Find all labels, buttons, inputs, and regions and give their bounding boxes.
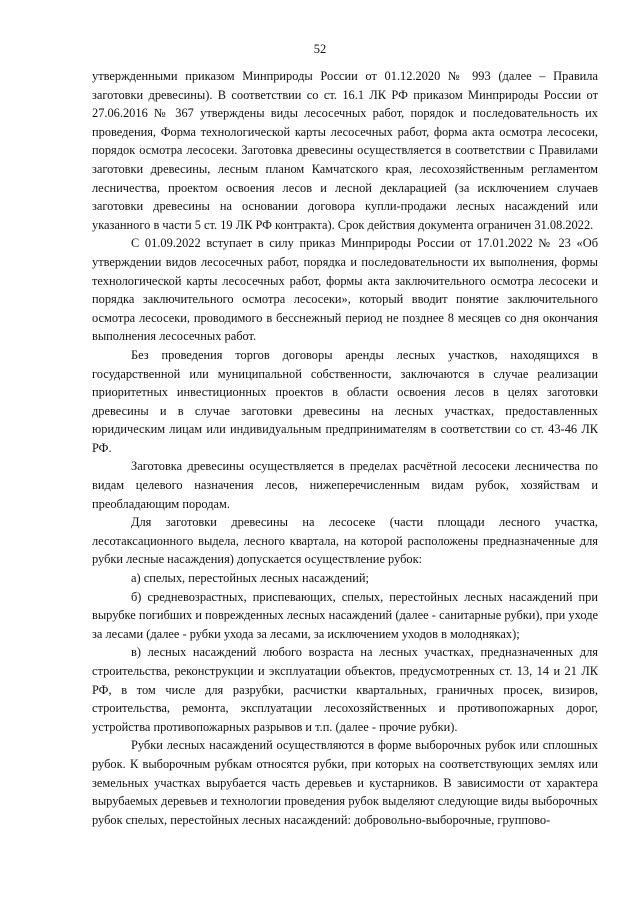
page-body [92, 67, 598, 829]
list-item-v: в) лесных насаждений любого возраста на лесных участках, предназначенных для строительства, реконструкции и эксплуатации объектов, предусмотренных ст. 13, 14 и 21 ЛК РФ, в том числе для разрубки, расчистки квартальных, граничных просек, визиров, строительства, ремонта, эксплуатации лесохозяйственных и противопожарных дорог, устройства противопожарных разрывов и т.п. (далее - прочие рубки). [92, 645, 598, 734]
paragraph-order-23: С 01.09.2022 вступает в силу приказ Минприроды России от 17.01.2022 № 23 «Об утверждении видов лесосечных работ, порядка и последовательности их выполнения, формы технологической карты лесосечных работ, формы акта заключительного осмотра лесосеки и порядка заключительного осмотра лесосеки», который вводит понятие заключительного осмотра лесосеки, проводимого в бесснежный период не позднее 8 месяцев со дня окончания выполнения лесосечных работ. [92, 236, 598, 344]
paragraph-allowed-fellings: Для заготовки древесины на лесосеке (части площади лесного участка, лесотаксационного выдела, лесного квартала, на которой расположены предназначенные для рубки лесные насаждения) допускается осуществление рубок: [92, 515, 598, 567]
paragraph-harvest-limits: Заготовка древесины осуществляется в пределах расчётной лесосеки лесничества по видам целевого назначения лесов, нижеперечисленным видам рубок, хозяйствам и преобладающим породам. [92, 459, 598, 511]
paragraph-lease-without-tender: Без проведения торгов договоры аренды лесных участков, находящихся в государственной или муниципальной собственности, заключаются в случае реализации приоритетных инвестиционных проектов в области освоения лесов в целях заготовки древесины и в случае заготовки древесины на лесных участках, предоставленных юридическим лицам или индивидуальным предпринимателям в соответствии со ст. 43-46 ЛК РФ. [92, 347, 598, 455]
page-number: 52 [313, 42, 327, 56]
paragraph-felling-forms: Рубки лесных насаждений осуществляются в форме выборочных рубок или сплошных рубок. К выборочным рубкам относятся рубки, при которых на соответствующих землях или земельных участках вырубается часть деревьев и кустарников. В зависимости от характера вырубаемых деревьев и технологии проведения рубок выделяют следующие виды выборочных рубок спелых, перестойных лесных насаждений: добровольно-выборочные, группово- [92, 738, 598, 827]
list-item-a: а) спелых, перестойных лесных насаждений; [131, 571, 369, 586]
list-item-b: б) средневозрастных, приспевающих, спелых, перестойных лесных насаждений при вырубке погибших и поврежденных лесных насаждений (далее - санитарные рубки), при уходе за лесами (далее - рубки ухода за лесами, за исключением уходов в молодняках); [92, 589, 598, 641]
paragraph-continuation: утвержденными приказом Минприроды России от 01.12.2020 № 993 (далее – Правила заготовки древесины). В соответствии со ст. 16.1 ЛК РФ приказом Минприроды России от 27.06.2016 № 367 утверждены виды лесосечных работ, порядок и последовательность их проведения, Форма технологической карты лесосечных работ, форма акта осмотра лесосеки, порядок осмотра лесосеки. Заготовка древесины осуществляется в соответствии с Правилами заготовки древесины, лесным планом Камчатского края, лесохозяйственным регламентом лесничества, проектом освоения лесов и лесной декларацией (за исключением случаев заготовки древесины на основании договора купли-продажи лесных насаждений или указанного в части 5 ст. 19 ЛК РФ контракта). Срок действия документа ограничен 31.08.2022. [92, 69, 598, 232]
